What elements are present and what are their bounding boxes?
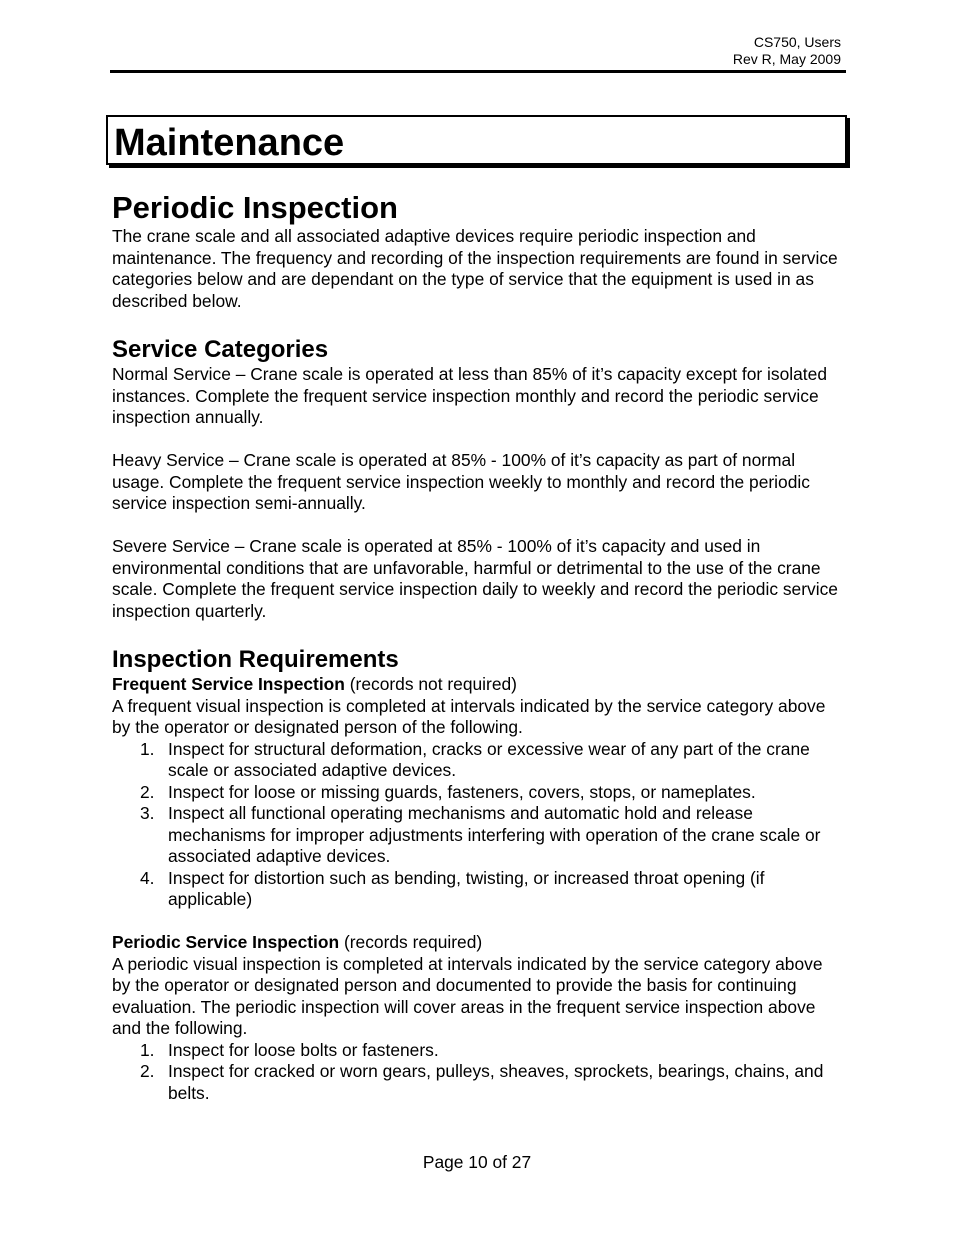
list-item-text: Inspect for loose bolts or fasteners.	[168, 1039, 439, 1060]
chapter-title: Maintenance	[114, 122, 345, 164]
list-item-number: 1.	[140, 1039, 155, 1060]
periodic-inspection-intro: The crane scale and all associated adaptive devices require periodic inspection and maintenance. The frequency and recording of the inspection requirements are found in service categories below and are dependant on the type of service that the equipment is used in as described below.	[112, 226, 838, 311]
list-item	[112, 739, 844, 782]
section-heading-service-categories: Service Categories	[112, 336, 329, 363]
periodic-inspection-title: Periodic Service Inspection	[112, 932, 340, 952]
page-footer	[0, 1152, 954, 1172]
list-item	[112, 1040, 844, 1062]
list-item-number: 3.	[140, 803, 155, 823]
frequent-inspection-title-line	[112, 674, 844, 696]
header-rule	[110, 70, 846, 73]
normal-service-paragraph: Normal Service – Crane scale is operated at less than 85% of it’s capacity except for isolated instances. Complete the frequent service inspection monthly and record the periodic service inspection annually.	[112, 364, 827, 427]
section-heading-inspection-requirements: Inspection Requirements	[112, 646, 399, 673]
list-item-number: 2.	[140, 781, 155, 802]
list-item	[112, 782, 844, 804]
periodic-inspection-list	[112, 1040, 844, 1105]
periodic-inspection-note: (records required)	[339, 932, 483, 952]
running-header	[733, 34, 841, 68]
header-doc-id: CS750, Users	[753, 34, 841, 50]
section-heading-periodic-inspection: Periodic Inspection	[112, 190, 398, 225]
chapter-title-box	[106, 115, 847, 165]
severe-service-paragraph: Severe Service – Crane scale is operated at 85% - 100% of it’s capacity and used in environmental conditions that are unfavorable, harmful or detrimental to the use of the crane scale. Complete the frequent service inspection daily to weekly and record the periodic service inspection quarterly.	[112, 536, 838, 621]
list-item-text: Inspect for distortion such as bending, twisting, or increased throat opening (if applicable)	[168, 867, 765, 909]
frequent-inspection-intro: A frequent visual inspection is completed at intervals indicated by the service category above by the operator or designated person of the following.	[112, 695, 826, 737]
frequent-inspection-title: Frequent Service Inspection	[112, 674, 345, 694]
list-item-number: 2.	[140, 1061, 155, 1081]
page-content	[112, 190, 844, 1104]
page-number: Page 10 of 27	[422, 1152, 532, 1172]
list-item-text: Inspect for loose or missing guards, fasteners, covers, stops, or nameplates.	[168, 781, 756, 802]
list-item-number: 1.	[140, 738, 155, 759]
header-revision: Rev R, May 2009	[732, 51, 841, 67]
list-item	[112, 868, 844, 911]
list-item-text: Inspect for cracked or worn gears, pulleys, sheaves, sprockets, bearings, chains, and belts.	[168, 1061, 824, 1103]
heavy-service-paragraph: Heavy Service – Crane scale is operated at 85% - 100% of it’s capacity as part of normal usage. Complete the frequent service inspection weekly to monthly and record the periodic service inspection semi-annually.	[112, 450, 810, 513]
list-item-text: Inspect all functional operating mechanisms and automatic hold and release mechanisms for improper adjustments interfering with operation of the crane scale or associated adaptive devices.	[168, 803, 821, 866]
frequent-inspection-note: (records not required)	[344, 674, 517, 694]
periodic-inspection-title-line	[112, 932, 844, 954]
list-item	[112, 803, 844, 868]
list-item	[112, 1061, 844, 1104]
list-item-text: Inspect for structural deformation, cracks or excessive wear of any part of the crane scale or associated adaptive devices.	[168, 738, 810, 780]
list-item-number: 4.	[140, 867, 155, 888]
frequent-inspection-list	[112, 739, 844, 911]
periodic-service-inspection-intro: A periodic visual inspection is completed at intervals indicated by the service category above by the operator or designated person and documented to provide the basis for continuing evaluation. The periodic inspection will cover areas in the frequent service inspection above and the following.	[112, 953, 823, 1038]
